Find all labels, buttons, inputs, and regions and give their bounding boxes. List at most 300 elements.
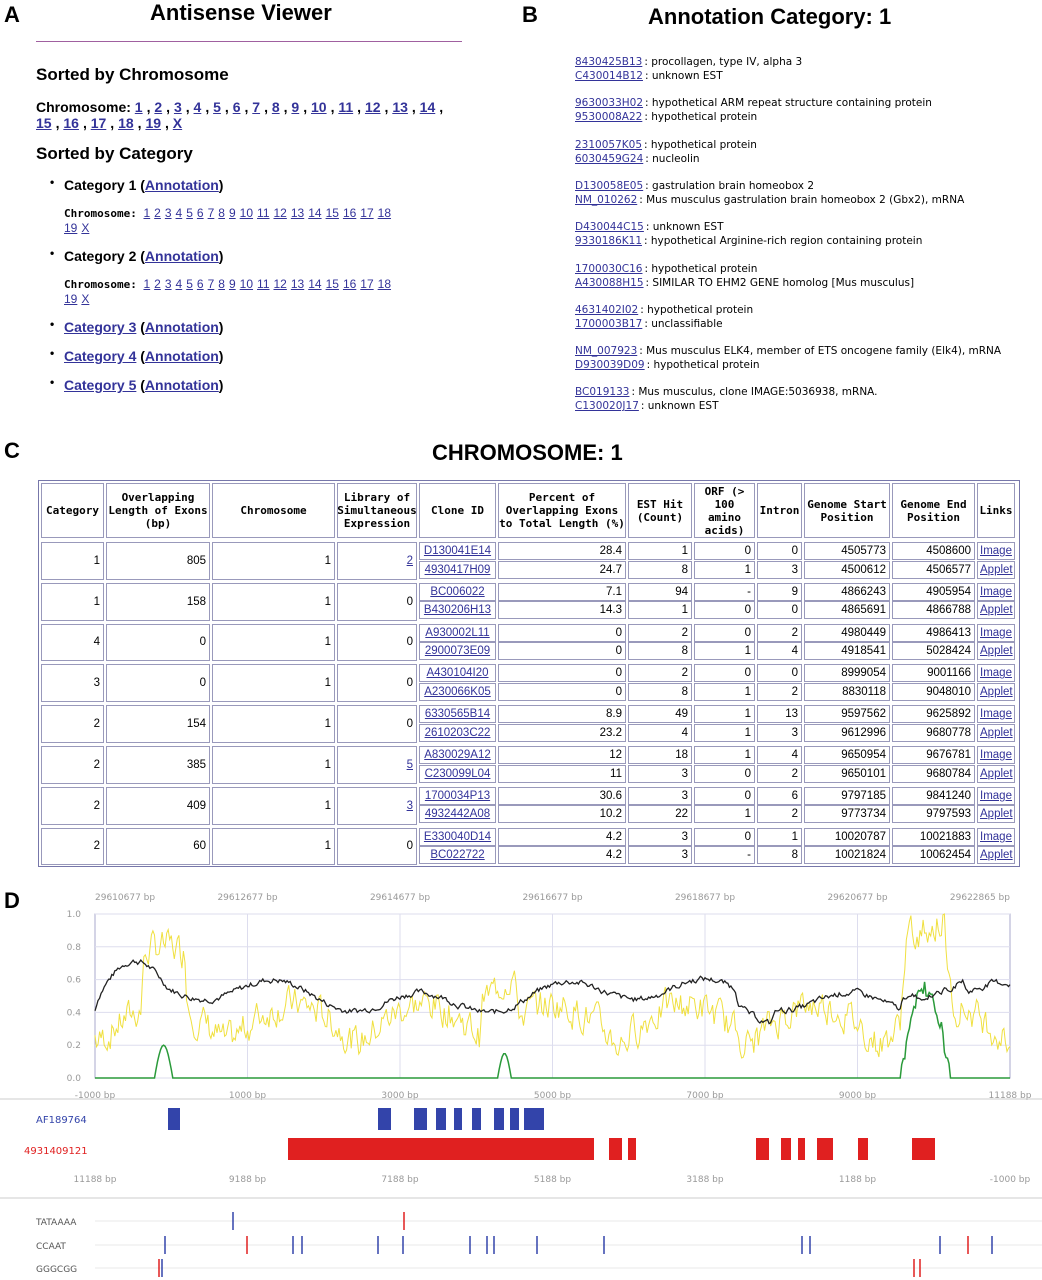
chromosome-link-7[interactable]: 7 [207, 277, 215, 291]
clone-id-cell-link[interactable]: C230099L04 [424, 767, 491, 780]
clone-id-cell-link[interactable]: 6330565B14 [424, 708, 491, 721]
genome-start-cell: 4980449 [804, 624, 890, 642]
chromosome-link-3[interactable]: 3 [164, 206, 172, 220]
clone-id-cell[interactable] [419, 542, 496, 560]
column-header: Genome Start Position [804, 483, 890, 538]
chromosome-link-19[interactable]: 19 [145, 115, 162, 131]
chromosome-link-18[interactable]: 18 [118, 115, 134, 131]
top-tick-label: 29614677 bp [369, 893, 431, 903]
chromosome-link-1[interactable]: 1 [134, 99, 143, 115]
chromosome-links: Chromosome: 1 , 2 , 3 , 4 , 5 , 6 , 7 , 8 , 9 , 10 , 11 , 12 , 13 , 14 , 15 , 16 , 17 , 18 , 19 , X [36, 99, 444, 131]
image-link-cell-link[interactable]: Image [980, 789, 1012, 802]
clone-id-cell[interactable] [419, 664, 496, 682]
clone-id-cell[interactable] [419, 846, 496, 864]
chromosome-link-17[interactable]: 17 [90, 115, 107, 131]
orf-cell: 0 [694, 624, 755, 642]
percent-cell: 23.2 [498, 724, 626, 742]
chromosome-link-14[interactable]: 14 [308, 277, 322, 291]
clone-description: : Mus musculus gastrulation brain homeobox 2 (Gbx2), mRNA [639, 193, 965, 206]
overlap-cell: 0 [106, 624, 210, 662]
chromosome-link-3[interactable]: 3 [164, 277, 172, 291]
clone-description: : hypothetical protein [640, 303, 754, 316]
annotation-link-5[interactable]: Annotation [144, 377, 219, 393]
est-hit-cell: 94 [628, 583, 692, 601]
y-tick-label: 0.2 [66, 1041, 81, 1052]
est-hit-cell: 8 [628, 561, 692, 579]
clone-link[interactable]: D930039D09 [575, 359, 645, 372]
percent-cell: 7.1 [498, 583, 626, 601]
image-link-cell-link[interactable]: Image [980, 585, 1012, 598]
image-link-cell[interactable] [977, 583, 1015, 601]
chromosome-link-x[interactable]: X [81, 221, 90, 235]
clone-id-cell-link[interactable]: 4930417H09 [424, 563, 491, 576]
chromosome-link-5[interactable]: 5 [186, 277, 193, 291]
annotation-pair [575, 303, 753, 331]
clone-link[interactable]: C430014B12 [575, 70, 643, 82]
applet-link-cell[interactable] [977, 601, 1015, 619]
clone-link[interactable]: 6030459G24 [575, 152, 644, 165]
library-cell: 0 [337, 705, 417, 743]
applet-link-cell-link[interactable]: Applet [980, 726, 1013, 739]
chromosome-link-18[interactable]: 18 [377, 277, 392, 291]
category-link-4[interactable]: Category 4 [64, 348, 137, 364]
chromosome-link-13[interactable]: 13 [392, 99, 408, 115]
genome-start-cell: 4918541 [804, 642, 890, 660]
clone-id-cell-link[interactable]: D130041E14 [423, 545, 492, 557]
library-cell-link[interactable]: 3 [406, 799, 413, 812]
chromosome-link-1[interactable]: 1 [143, 277, 151, 291]
percent-cell: 10.2 [498, 805, 626, 823]
clone-id-cell[interactable] [419, 642, 496, 660]
clone-description: : unknown EST [640, 400, 719, 413]
percent-cell: 14.3 [498, 601, 626, 619]
clone-link[interactable]: NM_010262 [575, 193, 638, 206]
clone-id-cell[interactable] [419, 601, 496, 619]
bullet-icon: • [50, 317, 55, 331]
bottom-tick-label: -1000 bp [74, 1091, 116, 1101]
gene-tick-label: 9188 bp [228, 1175, 267, 1185]
image-link-cell[interactable] [977, 664, 1015, 682]
gene-tick-label: 1188 bp [838, 1175, 877, 1185]
clone-id-cell-link[interactable]: B430206H13 [423, 604, 492, 617]
clone-link[interactable]: 2310057K05 [575, 138, 643, 151]
category-chromosome-links [64, 206, 464, 236]
sorted-by-chromosome-heading: Sorted by Chromosome [36, 65, 229, 84]
clone-link[interactable]: BC019133 [575, 386, 630, 399]
applet-link-cell[interactable] [977, 724, 1015, 742]
genome-start-cell: 9797185 [804, 787, 890, 805]
chromosome-link-9[interactable]: 9 [228, 206, 236, 220]
annotation-pair [575, 138, 757, 166]
chromosome-link-2[interactable]: 2 [154, 277, 161, 291]
clone-description: : Mus musculus, clone IMAGE:5036938, mRNA. [631, 386, 878, 399]
applet-link-cell-link[interactable]: Applet [980, 604, 1013, 617]
orf-cell: - [694, 583, 755, 601]
gene-tick-label: 7188 bp [381, 1175, 419, 1185]
chromosome-link-15[interactable]: 15 [36, 115, 52, 131]
image-link-cell[interactable] [977, 828, 1015, 846]
panel-letter-d: D [4, 888, 20, 913]
orf-cell: 0 [694, 765, 755, 783]
image-link-cell-link[interactable]: Image [980, 545, 1012, 557]
image-link-cell[interactable] [977, 787, 1015, 805]
est-hit-cell: 1 [628, 601, 692, 619]
clone-link[interactable]: 4631402I02 [575, 303, 639, 316]
exon-red [288, 1138, 594, 1160]
est-hit-cell: 1 [628, 542, 692, 560]
intron-cell: 0 [757, 542, 802, 560]
chromosome-link-4[interactable]: 4 [175, 206, 183, 220]
clone-description: : hypothetical Arginine-rich region containing protein [644, 235, 923, 248]
chromosome-link-16[interactable]: 16 [63, 115, 79, 131]
column-header: Overlapping Length of Exons (bp) [106, 483, 210, 538]
category-item-3: • Category 3 (Annotation) [50, 317, 224, 335]
chromosome-link-16[interactable]: 16 [342, 206, 357, 220]
clone-link[interactable]: 9330186K11 [575, 235, 643, 248]
exon-red [858, 1138, 868, 1160]
orf-cell: 1 [694, 724, 755, 742]
percent-cell: 4.2 [498, 828, 626, 846]
category-link-5[interactable]: Category 5 [64, 377, 137, 393]
chromosome-link-10[interactable]: 10 [239, 206, 254, 220]
library-cell[interactable] [337, 746, 417, 784]
clone-link[interactable]: 9630033H02 [575, 97, 644, 110]
chromosome-link-18[interactable]: 18 [377, 206, 392, 220]
applet-link-cell-link[interactable]: Applet [980, 767, 1013, 780]
chromosome-link-8[interactable]: 8 [271, 99, 280, 115]
image-link-cell[interactable] [977, 542, 1015, 560]
motif-label: CCAAT [36, 1242, 66, 1252]
category-label: Category 1 [64, 177, 137, 193]
percent-cell: 28.4 [498, 542, 626, 560]
y-tick-label: 0.8 [66, 942, 81, 953]
genome-start-cell: 8830118 [804, 683, 890, 701]
clone-id-cell-link[interactable]: 2900073E09 [424, 645, 491, 658]
image-link-cell-link[interactable]: Image [980, 626, 1012, 639]
category-chromosome-links [64, 277, 464, 307]
chromosome-link-7[interactable]: 7 [252, 99, 261, 115]
clone-id-cell-link[interactable]: BC022722 [430, 849, 485, 862]
library-cell[interactable] [337, 787, 417, 825]
chromosome-label: Chromosome: [64, 207, 137, 220]
chromosome-title: CHROMOSOME: 1 [432, 440, 623, 465]
clone-link[interactable]: D130058E05 [575, 179, 644, 192]
category-cell: 4 [41, 624, 104, 662]
chromosome-link-5[interactable]: 5 [186, 206, 193, 220]
percent-cell: 8.9 [498, 705, 626, 723]
bullet-icon: • [50, 246, 55, 260]
category-cell: 1 [41, 583, 104, 621]
top-tick-label: 29622865 bp [949, 893, 1010, 903]
intron-cell: 13 [757, 705, 802, 723]
annotation-link-3[interactable]: Annotation [144, 319, 219, 335]
annotation-link-1[interactable]: Annotation [144, 177, 219, 193]
chromosome-link-19[interactable]: 19 [64, 292, 78, 306]
chromosome-link-12[interactable]: 12 [364, 99, 381, 115]
overlap-cell: 409 [106, 787, 210, 825]
clone-link[interactable]: 8430425B13 [575, 56, 643, 68]
exon-blue [494, 1108, 504, 1130]
chromosome-link-16[interactable]: 16 [342, 277, 357, 291]
bullet-icon: • [50, 346, 55, 360]
est-hit-cell: 8 [628, 642, 692, 660]
clone-id-cell[interactable] [419, 705, 496, 723]
clone-id-cell[interactable] [419, 724, 496, 742]
annotation-title: Annotation Category: 1 [648, 4, 892, 29]
column-header: ORF (> 100 amino acids) [694, 483, 755, 538]
chromosome-link-9[interactable]: 9 [291, 99, 300, 115]
chromosome-link-5[interactable]: 5 [213, 99, 221, 115]
chromosome-link-13[interactable]: 13 [290, 206, 305, 220]
est-hit-cell: 3 [628, 846, 692, 864]
orf-cell: 0 [694, 601, 755, 619]
gene-tick-label: -1000 bp [989, 1175, 1031, 1185]
clone-link[interactable]: 1700030C16 [575, 262, 643, 275]
overlap-cell: 60 [106, 828, 210, 866]
exon-blue [454, 1108, 462, 1130]
clone-link[interactable]: 1700003B17 [575, 317, 643, 330]
est-hit-cell: 49 [628, 705, 692, 723]
genome-start-cell: 9612996 [804, 724, 890, 742]
category-item-5: • Category 5 (Annotation) [50, 375, 224, 393]
orf-cell: 0 [694, 542, 755, 560]
chromosome-link-17[interactable]: 17 [360, 206, 374, 220]
genome-end-cell: 4905954 [892, 583, 975, 601]
chromosome-link-2[interactable]: 2 [154, 99, 163, 115]
percent-cell: 0 [498, 624, 626, 642]
image-link-cell-link[interactable]: Image [980, 708, 1012, 721]
chromosome-link-4[interactable]: 4 [175, 277, 183, 291]
chromosome-link-6[interactable]: 6 [196, 206, 204, 220]
exon-red [798, 1138, 805, 1160]
chromosome-link-15[interactable]: 15 [325, 277, 339, 291]
applet-link-cell-link[interactable]: Applet [980, 849, 1013, 862]
column-header: EST Hit (Count) [628, 483, 692, 538]
chromosome-link-15[interactable]: 15 [325, 206, 339, 220]
orf-cell: 0 [694, 664, 755, 682]
chromosome-link-x[interactable]: X [81, 292, 90, 306]
image-link-cell-link[interactable]: Image [980, 830, 1012, 843]
exon-red [817, 1138, 833, 1160]
genome-start-cell: 4865691 [804, 601, 890, 619]
chromosome-link-2[interactable]: 2 [154, 206, 161, 220]
est-hit-cell: 2 [628, 664, 692, 682]
genome-end-cell: 9680784 [892, 765, 975, 783]
intron-cell: 0 [757, 601, 802, 619]
column-header: Genome End Position [892, 483, 975, 538]
clone-id-cell-link[interactable]: 1700034P13 [424, 789, 491, 802]
chromosome-link-11[interactable]: 11 [257, 277, 270, 291]
applet-link-cell[interactable] [977, 561, 1015, 579]
chromosome-link-19[interactable]: 19 [64, 221, 78, 235]
library-cell: 0 [337, 828, 417, 866]
clone-id-cell[interactable] [419, 828, 496, 846]
applet-link-cell-link[interactable]: Applet [980, 685, 1013, 698]
annotation-pair [575, 385, 878, 413]
clone-id-cell-link[interactable]: BC006022 [430, 585, 485, 598]
library-cell[interactable] [337, 542, 417, 580]
y-tick-label: 0.6 [66, 975, 81, 986]
clone-link[interactable]: D430044C15 [575, 221, 644, 234]
exon-red [781, 1138, 791, 1160]
clone-id-cell-link[interactable]: 2610203C22 [424, 726, 491, 739]
chromosome-link-7[interactable]: 7 [207, 206, 215, 220]
clone-id-cell[interactable] [419, 787, 496, 805]
clone-description: : unclassifiable [644, 317, 723, 330]
library-cell-link[interactable]: 2 [406, 554, 413, 567]
exon-blue [510, 1108, 519, 1130]
clone-id-cell-link[interactable]: A830029A12 [424, 749, 491, 761]
chromosome-link-14[interactable]: 14 [308, 206, 322, 220]
chromosome-link-10[interactable]: 10 [311, 99, 327, 115]
image-link-cell-link[interactable]: Image [980, 749, 1012, 761]
intron-cell: 3 [757, 561, 802, 579]
chromosome-link-13[interactable]: 13 [290, 277, 305, 291]
image-link-cell[interactable] [977, 746, 1015, 764]
annotation-link-4[interactable]: Annotation [144, 348, 219, 364]
clone-link[interactable]: 9530008A22 [575, 111, 643, 124]
category-link-3[interactable]: Category 3 [64, 319, 137, 335]
clone-description: : SIMILAR TO EHM2 GENE homolog [Mus musculus] [645, 276, 915, 289]
orf-cell: 1 [694, 642, 755, 660]
chromosome-link-11[interactable]: 11 [338, 99, 354, 115]
chromosome-link-1[interactable]: 1 [143, 206, 151, 220]
exon-blue [436, 1108, 446, 1130]
library-cell: 0 [337, 583, 417, 621]
gene-label-af189764: AF189764 [36, 1115, 87, 1126]
clone-id-cell[interactable] [419, 561, 496, 579]
chromosome-link-x[interactable]: X [172, 115, 183, 131]
chromosome-link-10[interactable]: 10 [239, 277, 254, 291]
applet-link-cell[interactable] [977, 683, 1015, 701]
chromosome-link-6[interactable]: 6 [232, 99, 241, 115]
percent-cell: 30.6 [498, 787, 626, 805]
annotation-link-2[interactable]: Annotation [144, 248, 219, 264]
est-hit-cell: 3 [628, 828, 692, 846]
column-header: Chromosome [212, 483, 335, 538]
est-hit-cell: 3 [628, 765, 692, 783]
intron-cell: 2 [757, 683, 802, 701]
clone-id-cell-link[interactable]: A430104I20 [426, 667, 489, 680]
chromosome-link-9[interactable]: 9 [228, 277, 236, 291]
genome-start-cell: 10020787 [804, 828, 890, 846]
genome-end-cell: 9841240 [892, 787, 975, 805]
clone-id-cell[interactable] [419, 583, 496, 601]
clone-id-cell[interactable] [419, 765, 496, 783]
exon-red [912, 1138, 935, 1160]
column-header: Clone ID [419, 483, 496, 538]
genome-start-cell: 4500612 [804, 561, 890, 579]
est-hit-cell: 8 [628, 683, 692, 701]
chromosome-link-14[interactable]: 14 [419, 99, 436, 115]
applet-link-cell-link[interactable]: Applet [980, 563, 1013, 576]
chromosome-link-12[interactable]: 12 [273, 206, 287, 220]
clone-description: : unknown EST [644, 70, 723, 82]
image-link-cell[interactable] [977, 705, 1015, 723]
clone-id-cell[interactable] [419, 746, 496, 764]
annotation-pair [575, 179, 964, 207]
clone-id-cell[interactable] [419, 683, 496, 701]
top-tick-label: 29610677 bp [95, 893, 156, 903]
antisense-table [38, 480, 1020, 867]
clone-id-cell-link[interactable]: A230066K05 [424, 685, 491, 698]
clone-id-cell-link[interactable]: A930002L11 [425, 626, 490, 639]
applet-link-cell[interactable] [977, 765, 1015, 783]
gene-tick-label: 11188 bp [73, 1175, 117, 1185]
applet-link-cell[interactable] [977, 805, 1015, 823]
gene-tick-label: 5188 bp [533, 1175, 572, 1185]
top-tick-label: 29620677 bp [827, 893, 888, 903]
chromosome-link-8[interactable]: 8 [218, 206, 225, 220]
chromosome-link-3[interactable]: 3 [173, 99, 182, 115]
applet-link-cell-link[interactable]: Applet [980, 808, 1013, 821]
genome-start-cell: 9650954 [804, 746, 890, 764]
category-cell: 3 [41, 664, 104, 702]
intron-cell: 8 [757, 846, 802, 864]
category-label: Category 2 [64, 248, 137, 264]
chromosome-cell: 1 [212, 542, 335, 580]
sorted-by-category-heading: Sorted by Category [36, 144, 193, 163]
image-link-cell[interactable] [977, 624, 1015, 642]
genome-end-cell: 5028424 [892, 642, 975, 660]
clone-id-cell-link[interactable]: E330040D14 [423, 830, 492, 843]
expression-plot [0, 890, 1042, 1280]
bullet-icon: • [50, 175, 55, 189]
est-hit-cell: 18 [628, 746, 692, 764]
overlap-cell: 0 [106, 664, 210, 702]
chromosome-cell: 1 [212, 664, 335, 702]
column-header: Percent of Overlapping Exons to Total Length (%) [498, 483, 626, 538]
image-link-cell-link[interactable]: Image [980, 667, 1012, 680]
chromosome-link-4[interactable]: 4 [193, 99, 202, 115]
intron-cell: 2 [757, 805, 802, 823]
genome-start-cell: 9773734 [804, 805, 890, 823]
genome-end-cell: 4866788 [892, 601, 975, 619]
chromosome-link-12[interactable]: 12 [273, 277, 287, 291]
clone-link[interactable]: C130020J17 [575, 400, 639, 413]
est-hit-cell: 2 [628, 624, 692, 642]
column-header: Intron [757, 483, 802, 538]
chromosome-link-8[interactable]: 8 [218, 277, 225, 291]
clone-id-cell[interactable] [419, 805, 496, 823]
chromosome-label: Chromosome: [64, 278, 137, 291]
bottom-tick-label: 5000 bp [533, 1091, 572, 1101]
clone-link[interactable]: NM_007923 [575, 345, 638, 358]
exon-blue [524, 1108, 544, 1130]
clone-id-cell-link[interactable]: 4932442A08 [424, 808, 491, 821]
clone-id-cell[interactable] [419, 624, 496, 642]
applet-link-cell-link[interactable]: Applet [980, 645, 1013, 658]
genome-end-cell: 4506577 [892, 561, 975, 579]
chromosome-link-6[interactable]: 6 [196, 277, 204, 291]
y-tick-label: 0.4 [66, 1008, 81, 1019]
intron-cell: 2 [757, 624, 802, 642]
library-cell-link[interactable]: 5 [406, 758, 413, 771]
orf-cell: 1 [694, 705, 755, 723]
genome-end-cell: 10062454 [892, 846, 975, 864]
applet-link-cell[interactable] [977, 846, 1015, 864]
clone-link[interactable]: A430088H15 [575, 276, 644, 289]
bottom-tick-label: 1000 bp [228, 1091, 267, 1101]
category-cell: 1 [41, 542, 104, 580]
applet-link-cell[interactable] [977, 642, 1015, 660]
panel-letter-c: C [4, 438, 20, 463]
est-hit-cell: 3 [628, 787, 692, 805]
chromosome-link-11[interactable]: 11 [257, 206, 270, 220]
chromosome-link-17[interactable]: 17 [360, 277, 374, 291]
intron-cell: 3 [757, 724, 802, 742]
column-header: Category [41, 483, 104, 538]
